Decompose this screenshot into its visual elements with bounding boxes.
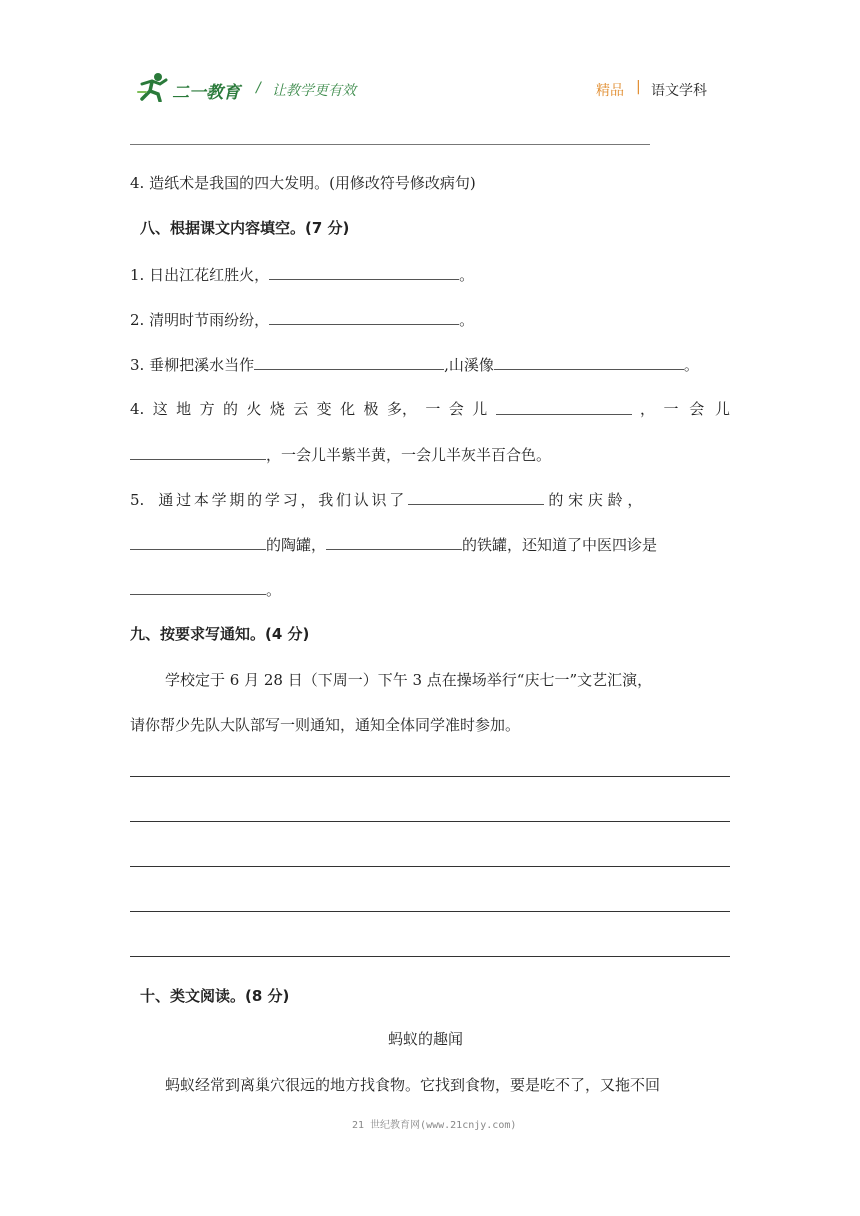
sec8-item3 — [130, 354, 699, 375]
sec8-item5-blank-1[interactable] — [408, 489, 544, 505]
answer-line-3[interactable] — [130, 866, 730, 867]
sec8-item4-comma: ， — [640, 400, 656, 418]
story-para1: 蚂蚁经常到离巢穴很远的地方找食物。它找到食物，要是吃不了，又拖不回 — [165, 1076, 661, 1094]
sec8-item4-tail: 一 会 儿 — [663, 400, 730, 418]
sec8-item4-line2-text: ，一会儿半紫半黄，一会儿半灰半百合色。 — [266, 446, 552, 464]
sec8-item4-c12: 会 — [448, 400, 464, 418]
sec8-item2 — [130, 309, 474, 330]
q7-item4: 4. 造纸术是我国的四大发明。(用修改符号修改病句) — [130, 174, 476, 192]
sec8-item5-blank-4[interactable] — [130, 579, 266, 595]
sec8-item1 — [130, 264, 474, 285]
sec9-para2: 请你帮少先队大队部写一则通知，通知全体同学准时参加。 — [130, 716, 521, 734]
sec8-item4-c5: 烧 — [269, 400, 285, 418]
sec8-item1-text: 1. 日出江花红胜火， — [130, 266, 270, 284]
sec8-item5-tail: 的 宋 庆 龄 ， — [548, 491, 643, 509]
sec8-item4-c1: 地 — [176, 400, 192, 418]
sec8-item5-end: 。 — [266, 581, 282, 599]
sec8-item5-line2-a: 的陶罐， — [266, 536, 327, 554]
sec8-item5-line3 — [130, 579, 281, 600]
header-subject: 语文学科 — [651, 83, 707, 99]
runner-logo-icon — [136, 72, 170, 102]
sec8-item4-blank-1[interactable] — [496, 399, 632, 415]
sec8-item5-num: 5. — [130, 491, 145, 509]
sec8-item1-end: 。 — [459, 266, 475, 284]
sec8-item4-num: 4. — [130, 400, 145, 418]
section9-title: 九、按要求写通知。(4 分) — [130, 625, 310, 643]
sec8-item4-c7: 变 — [316, 400, 332, 418]
sec8-item5-blank-2[interactable] — [130, 534, 266, 550]
sec8-item4-c8: 化 — [340, 400, 356, 418]
logo-text: 二一教育 — [172, 83, 240, 103]
answer-line-q7-3 — [130, 144, 650, 145]
sec8-item4-c2: 方 — [199, 400, 215, 418]
sec8-item2-text: 2. 清明时节雨纷纷， — [130, 311, 270, 329]
sec8-item3-mid: ,山溪像 — [444, 356, 494, 374]
header-slogan: 让教学更有效 — [272, 83, 356, 99]
sec8-item4-line2 — [130, 444, 551, 465]
answer-line-4[interactable] — [130, 911, 730, 912]
sec8-item2-end: 。 — [459, 311, 475, 329]
sec8-item4-blank-2[interactable] — [130, 444, 266, 460]
sec9-para1: 学校定于 6 月 28 日（下周一）下午 3 点在操场举行“庆七一”文艺汇演， — [165, 671, 653, 689]
sec8-item5-line1 — [130, 489, 642, 510]
answer-line-2[interactable] — [130, 821, 730, 822]
section10-title: 十、类文阅读。(8 分) — [140, 987, 290, 1005]
sec8-item3-text: 3. 垂柳把溪水当作 — [130, 356, 255, 374]
header-quality: 精品 — [596, 83, 624, 99]
sec8-item3-end: 。 — [683, 356, 699, 374]
sec8-item5-text: 通 过 本 学 期 的 学 习 ， 我 们 认 识 了 — [158, 491, 405, 509]
sec8-item4-c9: 极 — [363, 400, 379, 418]
answer-line-5[interactable] — [130, 956, 730, 957]
sec8-item4-c13: 儿 — [472, 400, 488, 418]
sec8-item4-c4: 火 — [246, 400, 262, 418]
sec8-item1-blank[interactable] — [269, 264, 459, 280]
sec8-item2-blank[interactable] — [269, 309, 459, 325]
sec8-item3-blank-1[interactable] — [254, 354, 444, 370]
sec8-item4-c11: 一 — [425, 400, 441, 418]
sec8-item5-line2-b: 的铁罐，还知道了中医四诊是 — [462, 536, 658, 554]
sec8-item4-c10: 多， — [386, 400, 417, 418]
section8-title: 八、根据课文内容填空。(7 分) — [140, 219, 350, 237]
sec8-item4-c3: 的 — [222, 400, 238, 418]
answer-line-1[interactable] — [130, 776, 730, 777]
sec8-item4-c6: 云 — [293, 400, 309, 418]
sec8-item4-c0: 这 — [152, 400, 168, 418]
header-divider: | — [636, 79, 641, 95]
header-separator: / — [256, 80, 261, 96]
sec8-item4-line1 — [130, 399, 730, 419]
sec8-item5-blank-3[interactable] — [326, 534, 462, 550]
sec8-item3-blank-2[interactable] — [494, 354, 684, 370]
sec8-item5-line2 — [130, 534, 657, 555]
footer-text: 21 世纪教育网(www.21cnjy.com) — [352, 1120, 517, 1131]
story-title: 蚂蚁的趣闻 — [388, 1030, 464, 1048]
